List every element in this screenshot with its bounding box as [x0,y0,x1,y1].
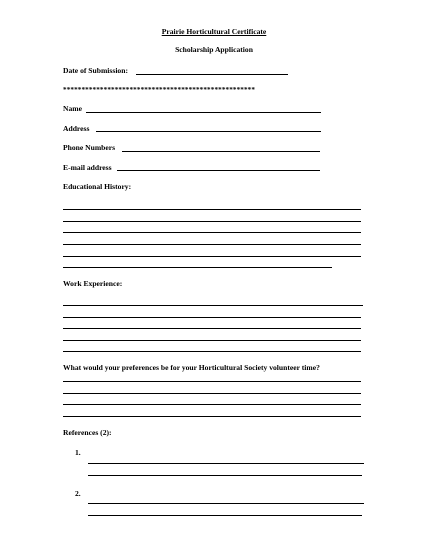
phone-label: Phone Numbers [63,143,116,152]
education-line[interactable] [63,267,332,268]
address-field-line[interactable] [96,131,321,132]
reference-2-line[interactable] [88,515,362,516]
page-title: Prairie Horticultural Certificate [161,27,267,36]
separator-stars: **************************************************** [63,86,256,94]
reference-1-number: 1. [75,448,81,457]
work-line[interactable] [63,340,361,341]
reference-2-line[interactable] [88,503,364,504]
page-subtitle: Scholarship Application [175,45,253,54]
email-label: E-mail address [63,163,112,172]
preferences-line[interactable] [63,393,361,394]
email-field-line[interactable] [117,170,320,171]
reference-2-number: 2. [75,489,81,498]
work-line[interactable] [63,328,361,329]
preferences-question: What would your preferences be for your Horticultural Society volunteer time? [63,363,320,372]
work-experience-label: Work Experience: [63,279,123,288]
education-line[interactable] [63,244,361,245]
references-label: References (2): [63,428,112,437]
preferences-line[interactable] [63,404,361,405]
education-label: Educational History: [63,182,132,191]
work-line[interactable] [63,317,361,318]
preferences-line[interactable] [63,381,361,382]
phone-field-line[interactable] [122,151,320,152]
work-line[interactable] [63,351,361,352]
education-line[interactable] [63,209,361,210]
education-line[interactable] [63,232,361,233]
name-field-line[interactable] [86,112,321,113]
address-label: Address [63,124,90,133]
work-line[interactable] [63,305,363,306]
reference-1-line[interactable] [88,463,364,464]
name-label: Name [63,104,82,113]
preferences-line[interactable] [63,416,361,417]
date-label: Date of Submission: [63,66,128,75]
education-line[interactable] [63,256,361,257]
education-line[interactable] [63,221,361,222]
reference-1-line[interactable] [88,475,362,476]
date-field-line[interactable] [136,74,288,75]
